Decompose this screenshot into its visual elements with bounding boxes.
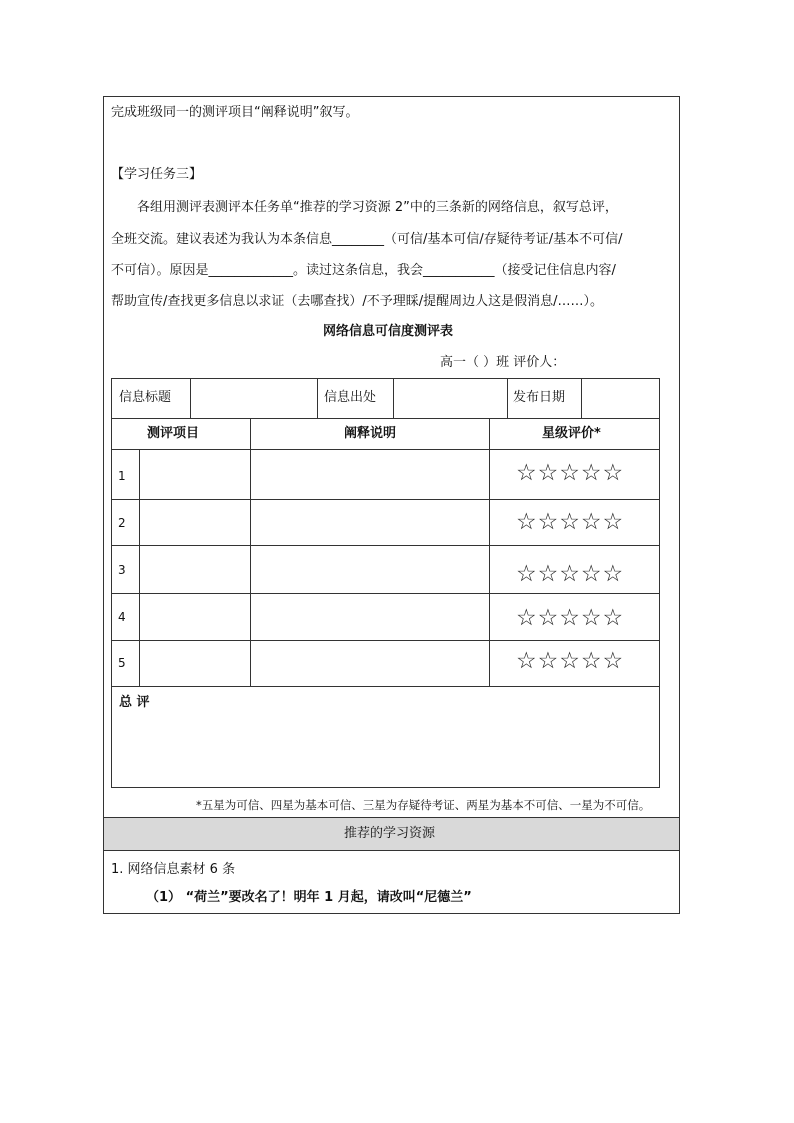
intro-line: 完成班级同一的测评项目“阐释说明”叙写。: [111, 105, 359, 120]
info-title-field[interactable]: [191, 379, 317, 418]
rating-footnote: *五星为可信、四星为基本可信、三星为存疑待考证、两星为基本不可信、一星为不可信。: [196, 798, 651, 812]
class-evaluator-line: 高一（ ）班 评价人：: [440, 355, 566, 370]
star-rating[interactable]: ☆☆☆☆☆: [516, 460, 625, 486]
resources-header-band: [104, 817, 679, 851]
task-title: 【学习任务三】: [111, 167, 203, 182]
column-header-rating: 星级评价*: [542, 426, 601, 441]
task-sheet: [103, 96, 680, 914]
task-line: 全班交流。建议表述为我认为本条信息________（可信/基本可信/存疑待考证/基本不可信/: [111, 232, 623, 247]
publish-date-label: 发布日期: [513, 390, 566, 405]
resource-item: 1. 网络信息素材 6 条: [111, 862, 236, 877]
info-source-field[interactable]: [394, 379, 507, 418]
resources-header: 推荐的学习资源: [344, 826, 436, 841]
star-rating[interactable]: ☆☆☆☆☆: [516, 561, 625, 587]
star-rating[interactable]: ☆☆☆☆☆: [516, 648, 625, 674]
task-line: 各组用测评表测评本任务单“推荐的学习资源 2”中的三条新的网络信息，叙写总评，: [137, 200, 618, 215]
info-source-label: 信息出处: [324, 390, 377, 405]
star-rating[interactable]: ☆☆☆☆☆: [516, 605, 625, 631]
row-number: 1: [118, 469, 126, 483]
form-title: 网络信息可信度测评表: [323, 324, 454, 339]
row-number: 3: [118, 563, 126, 577]
row-number: 4: [118, 610, 126, 624]
row-number: 2: [118, 516, 126, 530]
resource-subitem: （1） “荷兰”要改名了！明年 1 月起，请改叫“尼德兰”: [146, 890, 472, 905]
summary-label: 总 评: [119, 695, 150, 710]
task-line: 不可信）。原因是_____________。读过这条信息，我会___________（接受记住信息内容/: [111, 263, 616, 278]
summary-field[interactable]: [112, 687, 659, 787]
column-header-explain: 阐释说明: [344, 426, 397, 441]
star-rating[interactable]: ☆☆☆☆☆: [516, 509, 625, 535]
info-title-label: 信息标题: [119, 390, 172, 405]
row-number: 5: [118, 656, 126, 670]
column-header-item: 测评项目: [147, 426, 200, 441]
evaluation-table: [111, 378, 660, 788]
publish-date-field[interactable]: [582, 379, 659, 418]
task-line: 帮助宣传/查找更多信息以求证（去哪查找）/不予理睬/提醒周边人这是假消息/……）。: [111, 294, 604, 309]
